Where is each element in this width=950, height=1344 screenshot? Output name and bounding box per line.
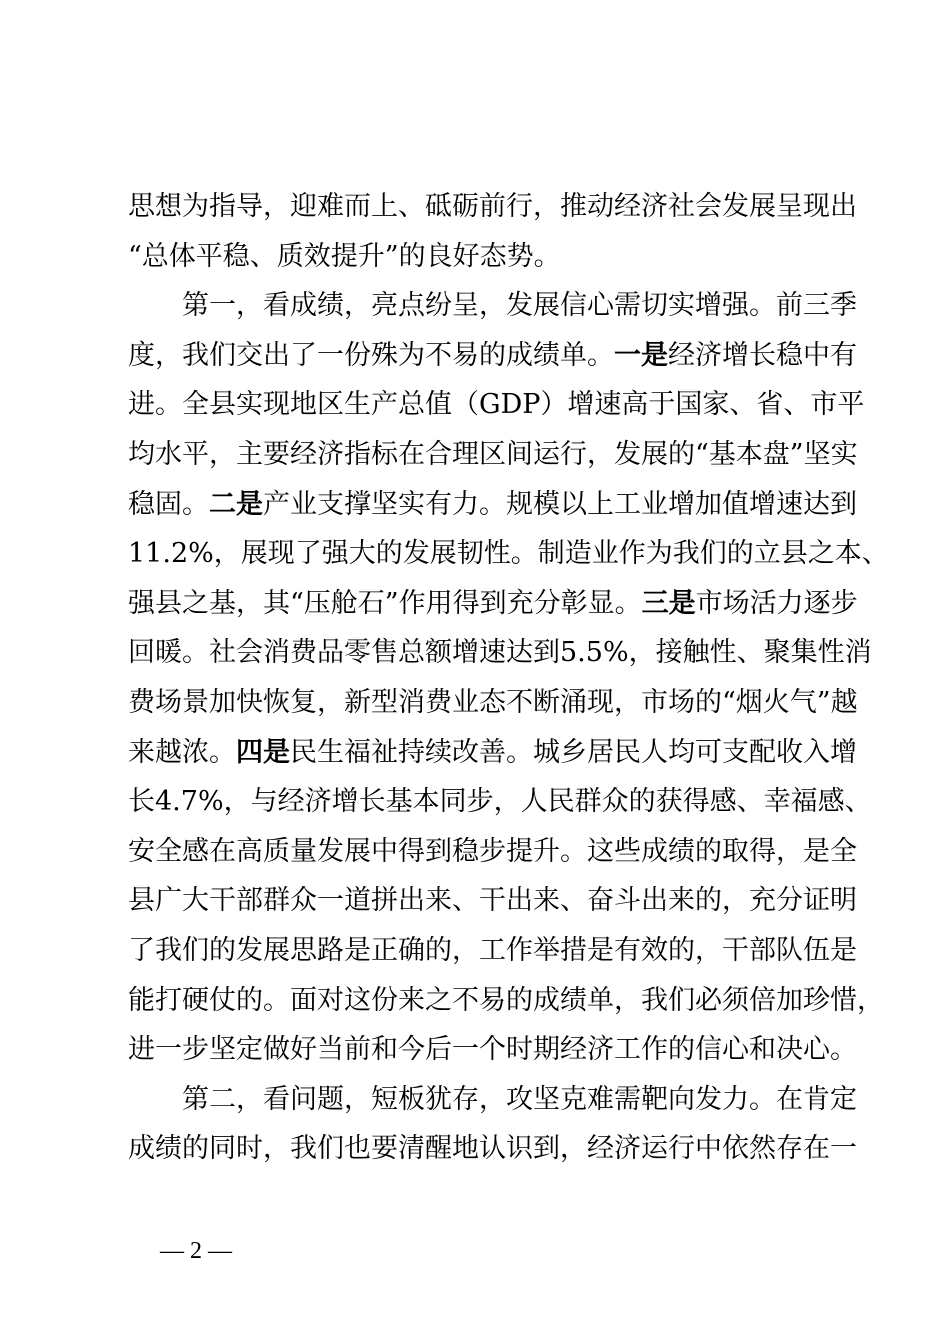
text-line: 安全感在高质量发展中得到稳步提升。这些成绩的取得，是全 [128,835,857,867]
text-line: 长4.7%，与经济增长基本同步，人民群众的获得感、幸福感、 [128,786,872,818]
page-number: — 2 — [160,1238,232,1264]
bold-marker-one: 一是 [614,339,668,371]
text-line: 均水平，主要经济指标在合理区间运行，发展的“基本盘”坚实 [128,438,858,470]
text-line: 回暖。社会消费品零售总额增速达到5.5%，接触性、聚集性消 [128,637,872,669]
bold-marker-three: 三是 [641,587,696,619]
bold-marker-two: 二是 [209,488,263,520]
text-line: 来越浓。四是民生福祉持续改善。城乡居民人均可支配收入增 [128,736,857,768]
document-body [128,182,889,1174]
text-line: 县广大干部群众一道拼出来、干出来、奋斗出来的，充分证明 [128,885,857,917]
paragraph-first-heading: 第一，看成绩，亮点纷呈，发展信心需切实增强。前三季 [182,290,857,322]
text-line: “总体平稳、质效提升”的良好态势。 [128,240,561,272]
text-line: 思想为指导，迎难而上、砥砺前行，推动经济社会发展呈现出 [128,191,857,222]
text-line: 稳固。二是产业支撑坚实有力。规模以上工业增加值增速达到 [128,488,857,520]
text-line: 了我们的发展思路是正确的，工作举措是有效的，干部队伍是 [128,934,857,966]
text-line: 进一步坚定做好当前和今后一个时期经济工作的信心和决心。 [128,1034,857,1066]
text-line: 强县之基，其“压舱石”作用得到充分彰显。三是市场活力逐步 [128,587,858,619]
text-line: 成绩的同时，我们也要清醒地认识到，经济运行中依然存在一 [128,1133,857,1165]
paragraph-second-heading: 第二，看问题，短板犹存，攻坚克难需靶向发力。在肯定 [182,1083,857,1115]
text-line: 费场景加快恢复，新型消费业态不断涌现，市场的“烟火气”越 [128,686,858,718]
text-line: 11.2%，展现了强大的发展韧性。制造业作为我们的立县之本、 [128,538,889,570]
text-line: 能打硬仗的。面对这份来之不易的成绩单，我们必须倍加珍惜， [128,984,884,1016]
text-line: 度，我们交出了一份殊为不易的成绩单。一是经济增长稳中有 [128,339,857,371]
text-line: 进。全县实现地区生产总值（GDP）增速高于国家、省、市平 [128,389,865,421]
bold-marker-four: 四是 [236,736,290,768]
